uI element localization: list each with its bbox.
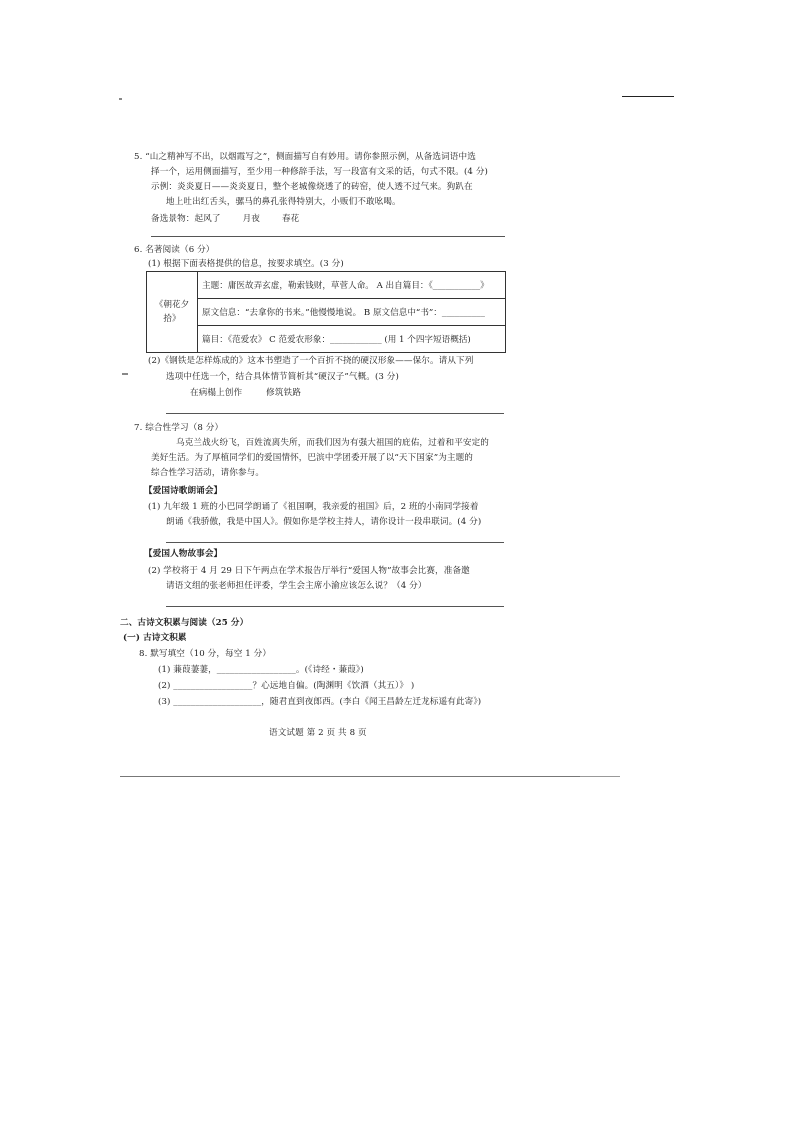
q6-sub1: (1) 根据下面表格提供的信息，按要求填空。(3 分) [148,259,344,269]
q6-option-1: 在病榻上创作 [190,388,243,398]
q5-option-3: 春花 [281,214,300,224]
q6-sub2-line1: (2)《钢铁是怎样炼成的》这本书塑造了一个百折不挠的硬汉形象——保尔。请从下列 [148,356,474,366]
q7-p1-answer-line[interactable] [166,542,504,543]
q6-info-table [146,271,506,353]
page-footer: 语文试题 第 2 页 共 8 页 [269,728,367,738]
q5-options [151,213,299,225]
q6-sub2-line2: 选项中任选一个，结合具体情节简析其“硬汉子”气概。(3 分) [166,372,399,382]
q6-row1[interactable]: 主题：庸医故弄玄虚，勒索钱财，草菅人命。 A 出自篇目：《___________》 [198,272,506,299]
q6-row2[interactable]: 原文信息：“去拿你的书来。”他慢慢地说。 B 原文信息中“书”：__________ [198,299,506,326]
q5-example-line1: 示例：炎炎夏日——炎炎夏日，整个老城像烧透了的砖窑，使人透不过气来。狗趴在 [151,182,473,192]
q5-option-1: 起风了 [194,214,221,224]
q7-p2-line1: (2) 学校将于 4 月 29 日下午两点在学术报告厅举行“爱国人物”故事会比赛，准备邀 [148,566,470,576]
section2-subtitle: (一) 古诗文积累 [123,633,187,643]
q7-intro-line2: 美好生活。为了厚植同学们的爱国情怀，巴滨中学团委开展了以“天下国家”为主题的 [151,453,473,463]
q6-row3[interactable]: 篇目：《范爱农》 C 范爱农形象：____________ (用 1 个四字短语概括) [198,326,506,353]
q6-book-cell: 《朝花夕拾》 [147,272,198,353]
q6-sub2-options [190,387,301,399]
q7-title: 7. 综合性学习（8 分） [134,423,224,433]
q8-line1[interactable]: (1) 蒹葭萋萋，__________________。(《诗经・蒹葭》) [158,665,364,675]
q8-title: 8. 默写填空（10 分，每空 1 分） [139,649,272,659]
header-rule [622,96,674,97]
q6-option-2: 修筑铁路 [266,388,301,398]
q7-p2-line2: 请语文组的张老师担任评委，学生会主席小渝应该怎么说？（4 分） [166,581,427,591]
q6-title: 6. 名著阅读（6 分） [134,245,215,255]
scan-speck [119,98,122,100]
q7-heading-poetry: 【爱国诗歌朗诵会】 [144,486,223,496]
q5-line1: 5. “山之精神写不出，以烟霞写之”，侧面描写自有妙用。请你参照示例，从备选词语中选 [134,152,476,162]
section2-title: 二、古诗文积累与阅读（25 分） [120,618,249,628]
q7-intro-line3: 综合性学习活动，请你参与。 [151,468,265,478]
q8-line2[interactable]: (2) __________________？心远地自偏。(陶渊明《饮酒（其五）》 ) [158,681,415,691]
q7-heading-story: 【爱国人物故事会】 [144,549,223,559]
q5-options-label: 备选景物： [151,214,195,224]
q5-answer-line[interactable] [151,236,505,237]
q5-line2: 择一个，运用侧面描写，至少用一种修辞手法，写一段富有文采的话，句式不限。(4 分) [151,167,488,177]
scan-speck [122,373,128,375]
bottom-rule [120,776,620,777]
q7-p1-line2: 朗诵《我骄傲，我是中国人》。假如你是学校主持人，请你设计一段串联词。(4 分) [166,517,482,527]
q5-option-2: 月夜 [242,214,260,224]
q8-line3[interactable]: (3) ____________________，随君直到夜郎西。(李白《闻王昌龄左迁龙标遥有此寄》) [158,697,482,707]
bottom-rule-tail [580,776,620,777]
q5-example-line2: 地上吐出红舌头，骡马的鼻孔张得特别大，小贩们不敢吆喝。 [166,197,401,207]
q7-p1-line1: (1) 九年级 1 班的小巴同学朗诵了《祖国啊，我亲爱的祖国》后，2 班的小南同学接着 [148,502,479,512]
q7-p2-answer-line[interactable] [166,606,504,607]
q6-answer-line[interactable] [166,413,504,414]
q7-intro-line1: 乌克兰战火纷飞，百姓流离失所，而我们因为有强大祖国的庇佑，过着和平安定的 [176,438,489,448]
